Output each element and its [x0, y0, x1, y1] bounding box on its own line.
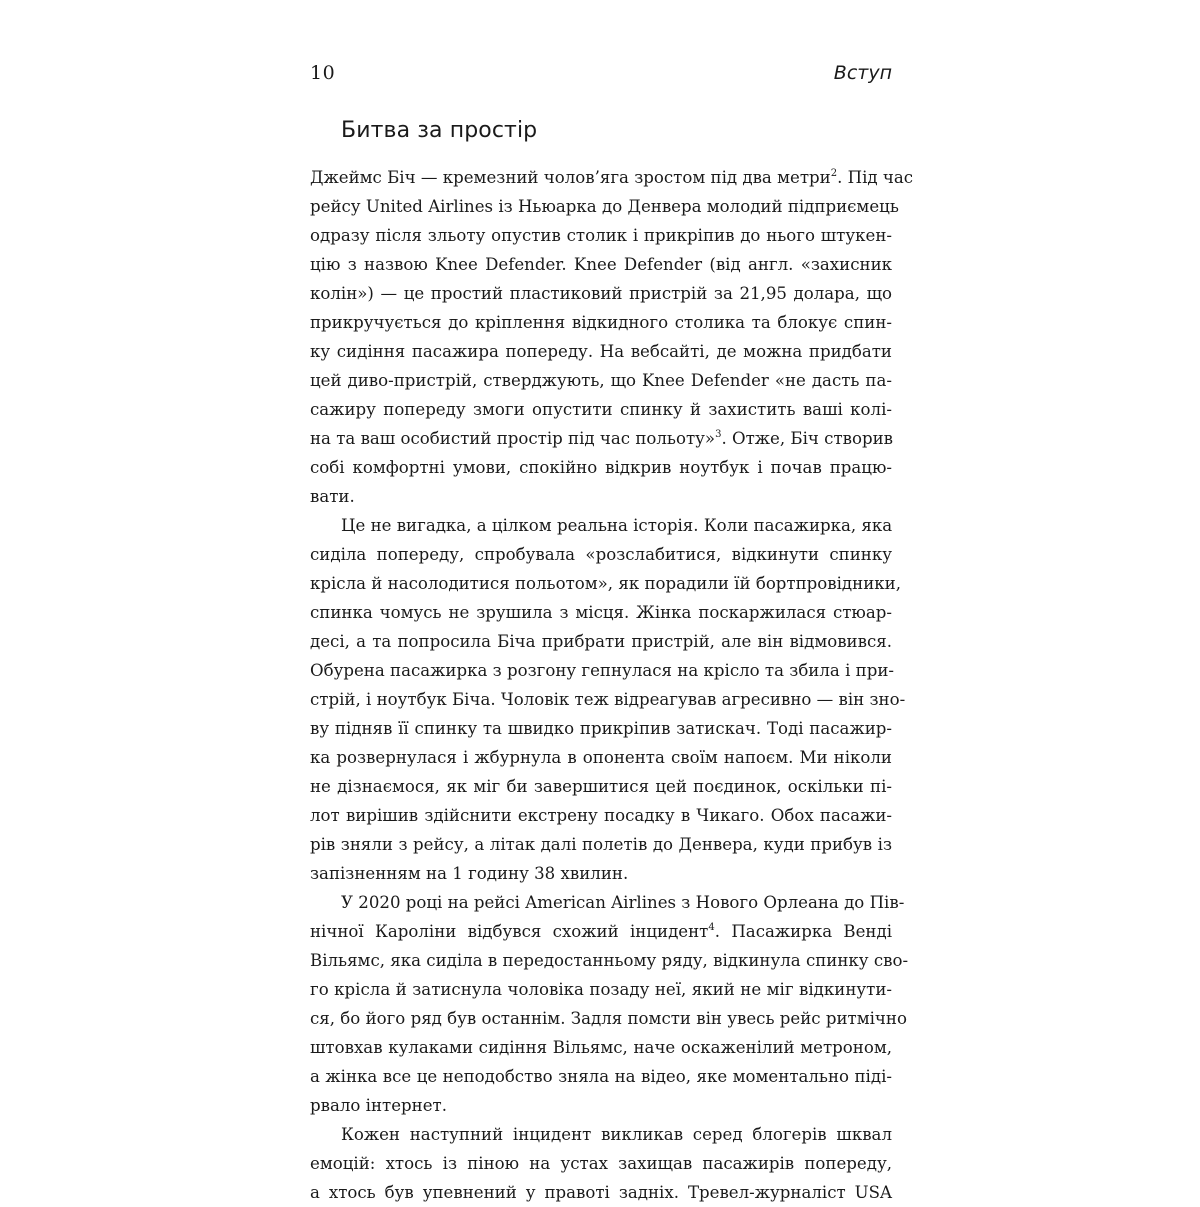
text-line: спинка чомусь не зрушила з місця. Жінка поскаржилася стюар-	[310, 603, 892, 622]
text-line: лот вирішив здійснити екстрену посадку в Чикаго. Обох пасажи-	[310, 806, 892, 825]
text-line: прикручується до кріплення відкидного столика та блокує спин-	[310, 313, 892, 332]
text-line: запізненням на 1 годину 38 хвилин.	[310, 864, 629, 883]
text-line: сажиру попереду змоги опустити спинку й захистить ваші колі-	[310, 400, 892, 419]
page-number: 10	[310, 62, 336, 84]
text-line: емоцій: хтось із піною на устах захищав пасажирів попереду,	[310, 1154, 892, 1173]
text-line: сиділа попереду, спробувала «розслабитися, відкинути спинку	[310, 545, 892, 564]
paragraph-3	[310, 888, 909, 1120]
paragraph-4	[310, 1120, 892, 1207]
text-line: ку сидіння пасажира попереду. На вебсайті, де можна придбати	[310, 342, 892, 361]
text-line: цію з назвою Knee Defender. Knee Defender (від англ. «захисник	[310, 255, 892, 274]
text-line: не дізнаємося, як міг би завершитися цей поєдинок, оскільки пі-	[310, 777, 892, 796]
text-line: а жінка все це неподобство зняла на відео, яке моментально піді-	[310, 1067, 892, 1086]
text-line: собі комфортні умови, спокійно відкрив ноутбук і почав працю-	[310, 458, 892, 477]
text-line: нічної Кароліни відбувся схожий інцидент$^4$. Пасажирка Венді	[310, 922, 892, 941]
paragraph-2	[310, 511, 906, 888]
text-line: ка розвернулася і жбурнула в опонента своїм напоєм. Ми ніколи	[310, 748, 892, 767]
text-line: штовхав кулаками сидіння Вільямс, наче оскаженілий метроном,	[310, 1038, 892, 1057]
page-header	[310, 62, 892, 92]
footnote-marker: 4	[708, 922, 715, 933]
text-line: вати.	[310, 487, 355, 506]
body-text	[310, 163, 914, 1207]
footnote-marker: 3	[715, 429, 722, 440]
text-line: рейсу United Airlines із Ньюарка до Денвера молодий підприємець	[310, 197, 899, 216]
text-line: Вільямс, яка сиділа в передостанньому ряду, відкинула спинку сво-	[310, 951, 909, 970]
text-line: крісла й насолодитися польотом», як порадили їй бортпровідники,	[310, 574, 901, 593]
text-line: рів зняли з рейсу, а літак далі полетів до Денвера, куди прибув із	[310, 835, 892, 854]
text-line: колін») — це простий пластиковий пристрій за 21,95 долара, що	[310, 284, 892, 303]
text-line: го крісла й затиснула чоловіка позаду неї, який не міг відкинути-	[310, 980, 892, 999]
text-line: рвало інтернет.	[310, 1096, 447, 1115]
text-line: десі, а та попросила Біча прибрати пристрій, але він відмовився.	[310, 632, 892, 651]
text-line: одразу після зльоту опустив столик і прикріпив до нього штукен-	[310, 226, 892, 245]
text-line: на та ваш особистий простір під час польоту»$^3$. Отже, Біч створив	[310, 429, 893, 448]
section-title: Битва за простір	[341, 118, 538, 143]
text-line: У 2020 році на рейсі American Airlines з Нового Орлеана до Пів-	[341, 893, 905, 912]
text-line: Кожен наступний інцидент викликав серед блогерів шквал	[341, 1125, 892, 1144]
text-line: а хтось був упевнений у правоті задніх. Тревел-журналіст USA	[310, 1183, 892, 1202]
text-line: Це не вигадка, а цілком реальна історія. Коли пасажирка, яка	[341, 516, 893, 535]
text-line: ся, бо його ряд був останнім. Задля помсти він увесь рейс ритмічно	[310, 1009, 907, 1028]
text-line: Обурена пасажирка з розгону гепнулася на крісло та збила і при-	[310, 661, 895, 680]
paragraph-1	[310, 163, 914, 511]
text-line: ву підняв її спинку та швидко прикріпив затискач. Тоді пасажир-	[310, 719, 892, 738]
text-line: цей диво-пристрій, стверджують, що Knee Defender «не дасть па-	[310, 371, 892, 390]
text-line: стрій, і ноутбук Біча. Чоловік теж відреагував агресивно — він зно-	[310, 690, 906, 709]
text-line: Джеймс Біч — кремезний чолов’яга зростом під два метри$^2$. Під час	[310, 168, 914, 187]
footnote-marker: 2	[830, 168, 838, 179]
running-head: Вступ	[833, 62, 892, 84]
